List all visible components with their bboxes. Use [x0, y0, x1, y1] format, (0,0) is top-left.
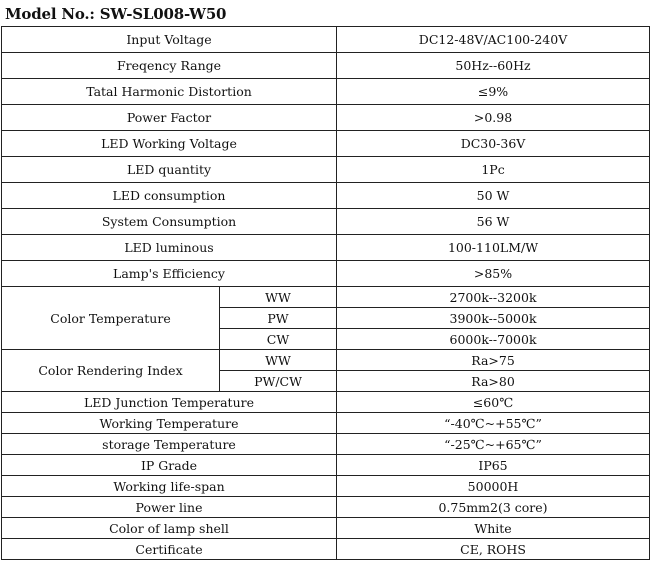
table-row [2, 183, 650, 209]
spec-label: LED Working Voltage [2, 131, 337, 157]
table-row [2, 287, 650, 308]
model-number-title: Model No.: SW-SL008-W50 [5, 5, 227, 23]
spec-value: “-25℃~+65℃” [337, 434, 650, 455]
table-row [2, 455, 650, 476]
table-row [2, 539, 650, 560]
color-rendering-value: Ra>80 [337, 371, 650, 392]
spec-label: storage Temperature [2, 434, 337, 455]
table-row [2, 350, 650, 371]
spec-value: 56 W [337, 209, 650, 235]
specification-table [1, 26, 650, 560]
table-row [2, 157, 650, 183]
table-row [2, 413, 650, 434]
spec-value: DC12-48V/AC100-240V [337, 27, 650, 53]
spec-label: LED consumption [2, 183, 337, 209]
spec-label: LED quantity [2, 157, 337, 183]
color-rendering-type: WW [220, 350, 337, 371]
color-rendering-type: PW/CW [220, 371, 337, 392]
spec-value: 50Hz--60Hz [337, 53, 650, 79]
color-temperature-value: 2700k--3200k [337, 287, 650, 308]
spec-value: 1Pc [337, 157, 650, 183]
table-row [2, 53, 650, 79]
spec-value: ≤9% [337, 79, 650, 105]
spec-label: Working Temperature [2, 413, 337, 434]
spec-label: Color of lamp shell [2, 518, 337, 539]
color-rendering-label: Color Rendering Index [2, 350, 220, 392]
color-temperature-value: 3900k--5000k [337, 308, 650, 329]
spec-value: 0.75mm2(3 core) [337, 497, 650, 518]
spec-label: IP Grade [2, 455, 337, 476]
table-row [2, 392, 650, 413]
table-row [2, 209, 650, 235]
spec-label: Tatal Harmonic Distortion [2, 79, 337, 105]
table-row [2, 518, 650, 539]
color-temperature-label: Color Temperature [2, 287, 220, 350]
spec-label: Power line [2, 497, 337, 518]
spec-label: Freqency Range [2, 53, 337, 79]
table-row [2, 434, 650, 455]
color-temperature-type: PW [220, 308, 337, 329]
spec-value: DC30-36V [337, 131, 650, 157]
spec-value: 100-110LM/W [337, 235, 650, 261]
spec-value: 50000H [337, 476, 650, 497]
spec-label: Power Factor [2, 105, 337, 131]
color-rendering-value: Ra>75 [337, 350, 650, 371]
table-row [2, 131, 650, 157]
color-temperature-type: CW [220, 329, 337, 350]
table-row [2, 235, 650, 261]
spec-value: CE, ROHS [337, 539, 650, 560]
spec-label: LED luminous [2, 235, 337, 261]
spec-value: IP65 [337, 455, 650, 476]
table-row [2, 27, 650, 53]
color-temperature-value: 6000k--7000k [337, 329, 650, 350]
table-row [2, 476, 650, 497]
spec-label: Working life-span [2, 476, 337, 497]
table-row [2, 79, 650, 105]
spec-value: White [337, 518, 650, 539]
spec-label: System Consumption [2, 209, 337, 235]
table-row [2, 261, 650, 287]
spec-value: >85% [337, 261, 650, 287]
spec-value: ≤60℃ [337, 392, 650, 413]
spec-label: Certificate [2, 539, 337, 560]
spec-label: Input Voltage [2, 27, 337, 53]
spec-value: 50 W [337, 183, 650, 209]
table-row [2, 105, 650, 131]
color-temperature-type: WW [220, 287, 337, 308]
spec-value: >0.98 [337, 105, 650, 131]
spec-label: LED Junction Temperature [2, 392, 337, 413]
table-row [2, 497, 650, 518]
spec-label: Lamp's Efficiency [2, 261, 337, 287]
spec-value: “-40℃~+55℃” [337, 413, 650, 434]
